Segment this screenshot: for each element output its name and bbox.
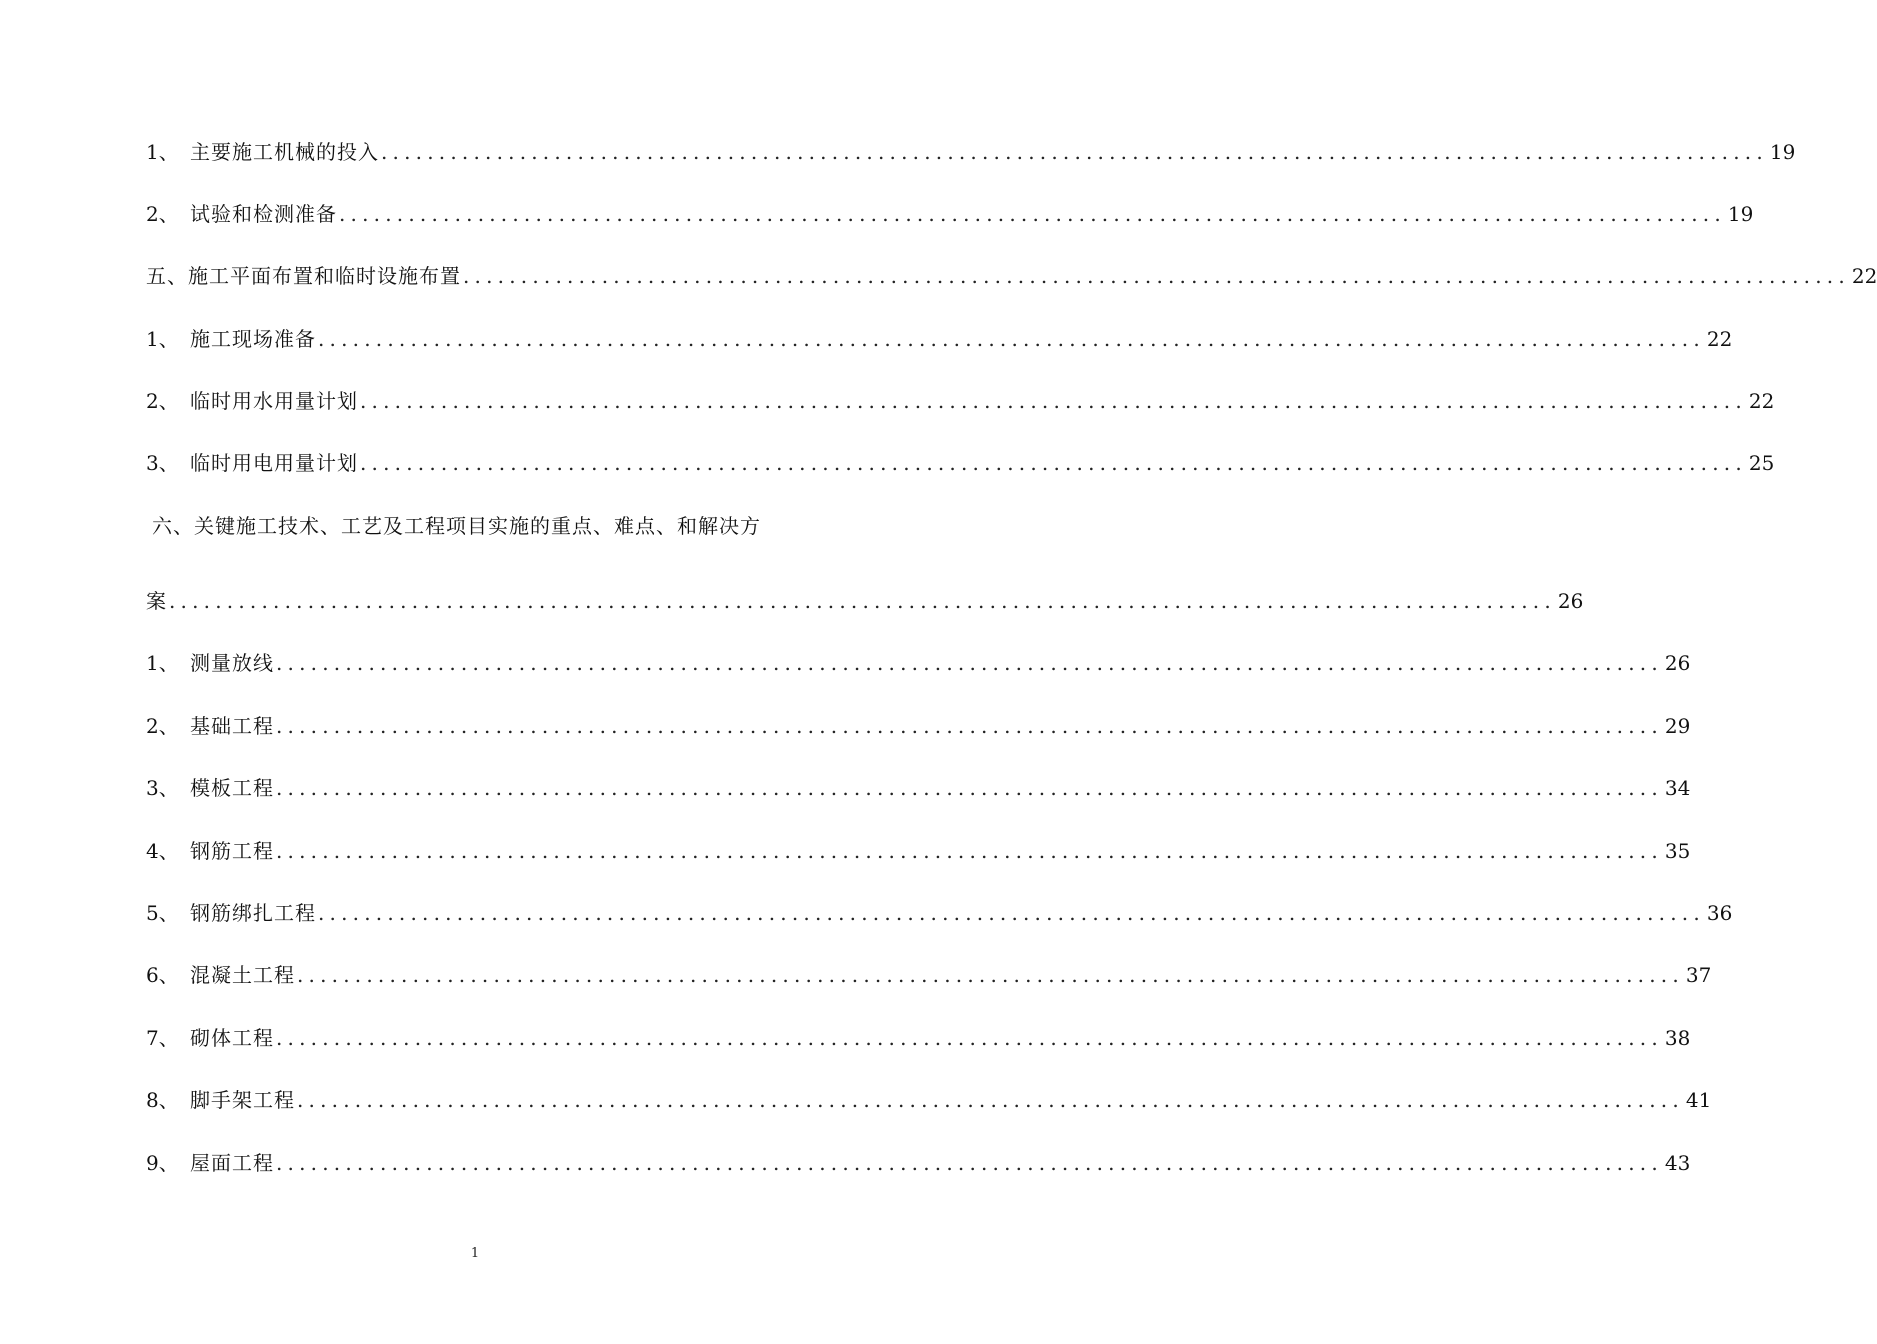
- toc-entry-number: 9、: [146, 1151, 179, 1175]
- toc-dot-leader: ........................................................................................................................: [169, 589, 1556, 613]
- toc-entry[interactable]: [146, 199, 1754, 229]
- toc-entry-title: 临时用水用量计划: [190, 389, 358, 413]
- toc-entry[interactable]: [146, 836, 1691, 866]
- toc-entry[interactable]: [146, 960, 1712, 990]
- toc-entry-page: 26: [1557, 589, 1584, 613]
- toc-entry-number: 3、: [146, 776, 179, 800]
- toc-dot-leader: ........................................................................................................................: [318, 327, 1705, 351]
- toc-entry-title: 试验和检测准备: [190, 202, 337, 226]
- toc-entry-number: 6、: [146, 963, 179, 987]
- toc-entry-page: 38: [1664, 1026, 1691, 1050]
- toc-entry-title: 屋面工程: [190, 1151, 274, 1175]
- toc-entry-page: 22: [1851, 264, 1877, 288]
- toc-dot-leader: ........................................................................................................................: [339, 202, 1726, 226]
- toc-entry[interactable]: [146, 261, 1877, 291]
- toc-entry[interactable]: [146, 137, 1796, 167]
- toc-entry-title: 临时用电用量计划: [190, 451, 358, 475]
- toc-entry[interactable]: [146, 1085, 1712, 1115]
- toc-entry-page: 19: [1727, 202, 1754, 226]
- toc-dot-leader: ........................................................................................................................: [360, 389, 1747, 413]
- toc-entry-number: 2、: [146, 202, 179, 226]
- toc-entry-page: 43: [1664, 1151, 1691, 1175]
- toc-entry-title: 混凝土工程: [190, 963, 295, 987]
- toc-entry[interactable]: [146, 324, 1733, 354]
- toc-dot-leader: ........................................................................................................................: [276, 776, 1663, 800]
- toc-entry-page: 34: [1664, 776, 1691, 800]
- toc-entry-title: 案: [146, 589, 167, 613]
- toc-entry-page: 35: [1664, 839, 1691, 863]
- toc-entry[interactable]: [146, 1023, 1691, 1053]
- toc-entry[interactable]: [146, 711, 1691, 741]
- toc-entry[interactable]: [146, 1148, 1691, 1178]
- toc-entry-title: 钢筋工程: [190, 839, 274, 863]
- toc-dot-leader: ........................................................................................................................: [463, 264, 1850, 288]
- toc-entry-page: 26: [1664, 651, 1691, 675]
- toc-entry[interactable]: [146, 448, 1775, 478]
- toc-entry-number: 2、: [146, 389, 179, 413]
- toc-entry-page: 36: [1706, 901, 1733, 925]
- toc-entry-page: 22: [1748, 389, 1775, 413]
- toc-dot-leader: ........................................................................................................................: [381, 140, 1768, 164]
- toc-dot-leader: ........................................................................................................................: [276, 1026, 1663, 1050]
- toc-entry[interactable]: [146, 773, 1691, 803]
- toc-dot-leader: ........................................................................................................................: [360, 451, 1747, 475]
- toc-entry-title: 钢筋绑扎工程: [190, 901, 316, 925]
- toc-entry-number: 1、: [146, 140, 179, 164]
- toc-entry-title: 五、施工平面布置和临时设施布置: [146, 264, 461, 288]
- toc-dot-leader: ........................................................................................................................: [276, 651, 1663, 675]
- toc-entry-title-line1[interactable]: 六、关键施工技术、工艺及工程项目实施的重点、难点、和解决方: [152, 514, 761, 538]
- toc-entry-title: 主要施工机械的投入: [190, 140, 379, 164]
- toc-dot-leader: ........................................................................................................................: [297, 1088, 1684, 1112]
- toc-entry-page: 25: [1748, 451, 1775, 475]
- toc-entry-number: 5、: [146, 901, 179, 925]
- toc-entry[interactable]: [146, 386, 1775, 416]
- toc-entry-title: 模板工程: [190, 776, 274, 800]
- toc-entry[interactable]: [146, 648, 1691, 678]
- toc-entry-number: 7、: [146, 1026, 179, 1050]
- page-number: 1: [470, 1246, 480, 1261]
- toc-entry-page: 19: [1769, 140, 1796, 164]
- toc-entry-number: 1、: [146, 651, 179, 675]
- toc-entry[interactable]: [146, 586, 1584, 616]
- toc-entry-title: 基础工程: [190, 714, 274, 738]
- toc-entry-number: 1、: [146, 327, 179, 351]
- toc-entry-page: 29: [1664, 714, 1691, 738]
- toc-entry-number: 3、: [146, 451, 179, 475]
- toc-dot-leader: ........................................................................................................................: [297, 963, 1684, 987]
- toc-dot-leader: ........................................................................................................................: [276, 1151, 1663, 1175]
- toc-entry-title: 测量放线: [190, 651, 274, 675]
- toc-entry-title: 施工现场准备: [190, 327, 316, 351]
- toc-dot-leader: ........................................................................................................................: [276, 839, 1663, 863]
- toc-dot-leader: ........................................................................................................................: [276, 714, 1663, 738]
- toc-entry-number: 8、: [146, 1088, 179, 1112]
- toc-entry-number: 2、: [146, 714, 179, 738]
- toc-entry-page: 41: [1685, 1088, 1712, 1112]
- toc-entry-title: 脚手架工程: [190, 1088, 295, 1112]
- toc-entry-page: 37: [1685, 963, 1712, 987]
- toc-entry[interactable]: [146, 898, 1733, 928]
- toc-entry-page: 22: [1706, 327, 1733, 351]
- toc-dot-leader: ........................................................................................................................: [318, 901, 1705, 925]
- toc-entry-title: 砌体工程: [190, 1026, 274, 1050]
- toc-entry-number: 4、: [146, 839, 179, 863]
